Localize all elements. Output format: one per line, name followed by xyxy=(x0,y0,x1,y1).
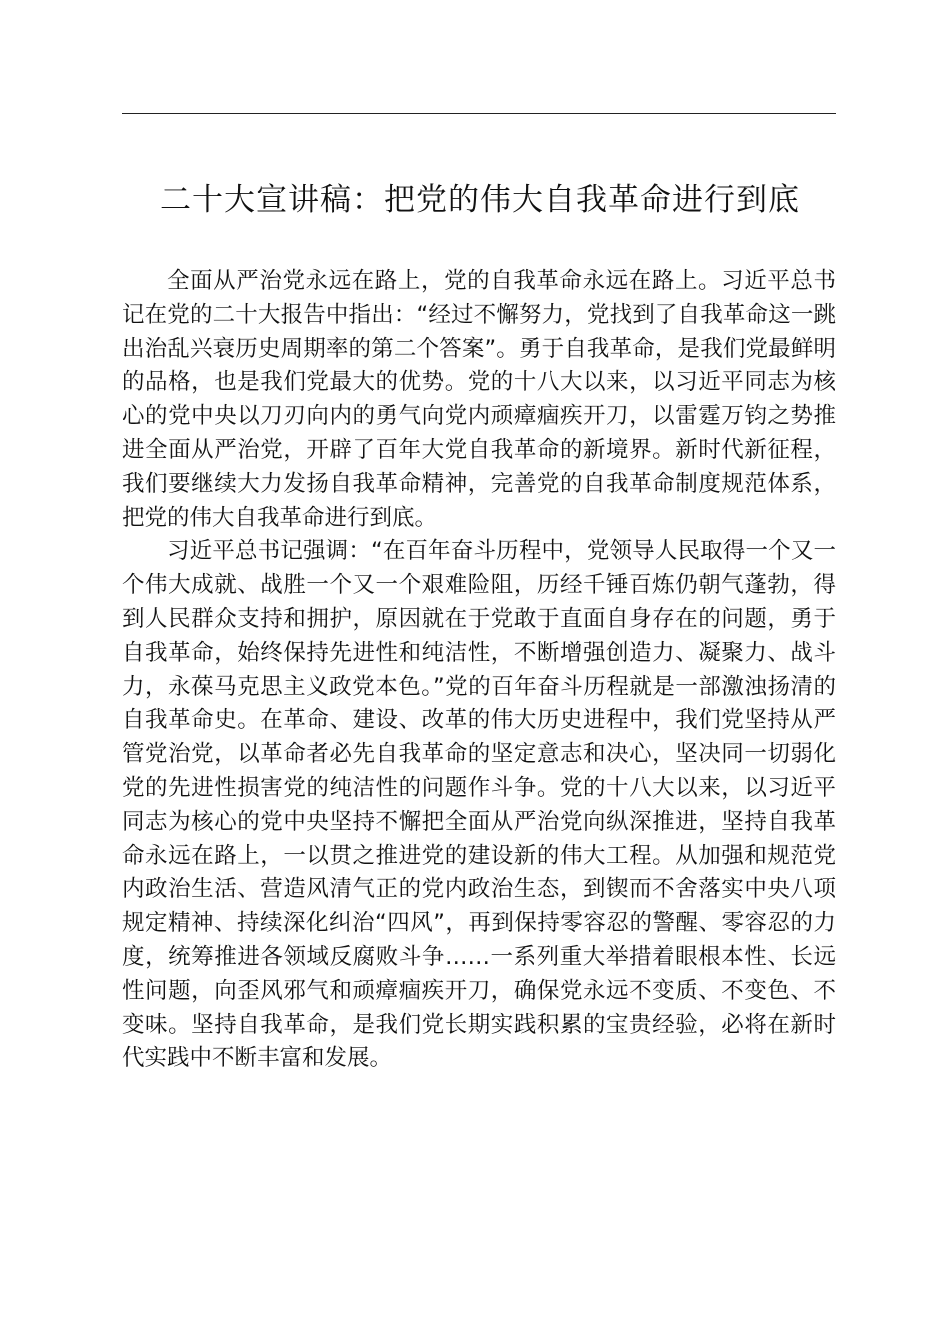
document-body xyxy=(122,265,836,1076)
body-paragraph-1: 全面从严治党永远在路上，党的自我革命永远在路上。习近平总书记在党的二十大报告中指出：“经过不懈努力，党找到了自我革命这一跳出治乱兴衰历史周期率的第二个答案”。勇于自我革命，是我们党最鲜明的品格，也是我们党最大的优势。党的十八大以来，以习近平同志为核心的党中央以刀刃向内的勇气向党内顽瘴痼疾开刀，以雷霆万钧之势推进全面从严治党，开辟了百年大党自我革命的新境界。新时代新征程，我们要继续大力发扬自我革命精神，完善党的自我革命制度规范体系，把党的伟大自我革命进行到底。 xyxy=(122,268,836,531)
document-title: 二十大宣讲稿：把党的伟大自我革命进行到底 xyxy=(160,182,800,218)
body-paragraph-2: 习近平总书记强调：“在百年奋斗历程中，党领导人民取得一个又一个伟大成就、战胜一个又一个艰难险阻，历经千锤百炼仍朝气蓬勃，得到人民群众支持和拥护，原因就在于党敢于直面自身存在的问题，勇于自我革命，始终保持先进性和纯洁性，不断增强创造力、凝聚力、战斗力，永葆马克思主义政党本色。”党的百年奋斗历程就是一部激浊扬清的自我革命史。在革命、建设、改革的伟大历史进程中，我们党坚持从严管党治党，以革命者必先自我革命的坚定意志和决心，坚决同一切弱化党的先进性损害党的纯洁性的问题作斗争。党的十八大以来，以习近平同志为核心的党中央坚持不懈把全面从严治党向纵深推进，坚持自我革命永远在路上，一以贯之推进党的建设新的伟大工程。从加强和规范党内政治生活、营造风清气正的党内政治生态，到锲而不舍落实中央八项规定精神、持续深化纠治“四风”，再到保持零容忍的警醒、零容忍的力度，统筹推进各领域反腐败斗争……一系列重大举措着眼根本性、长远性问题，向歪风邪气和顽瘴痼疾开刀，确保党永远不变质、不变色、不变味。坚持自我革命，是我们党长期实践积累的宝贵经验，必将在新时代实践中不断丰富和发展。 xyxy=(122,538,836,1072)
header-rule xyxy=(122,113,836,114)
